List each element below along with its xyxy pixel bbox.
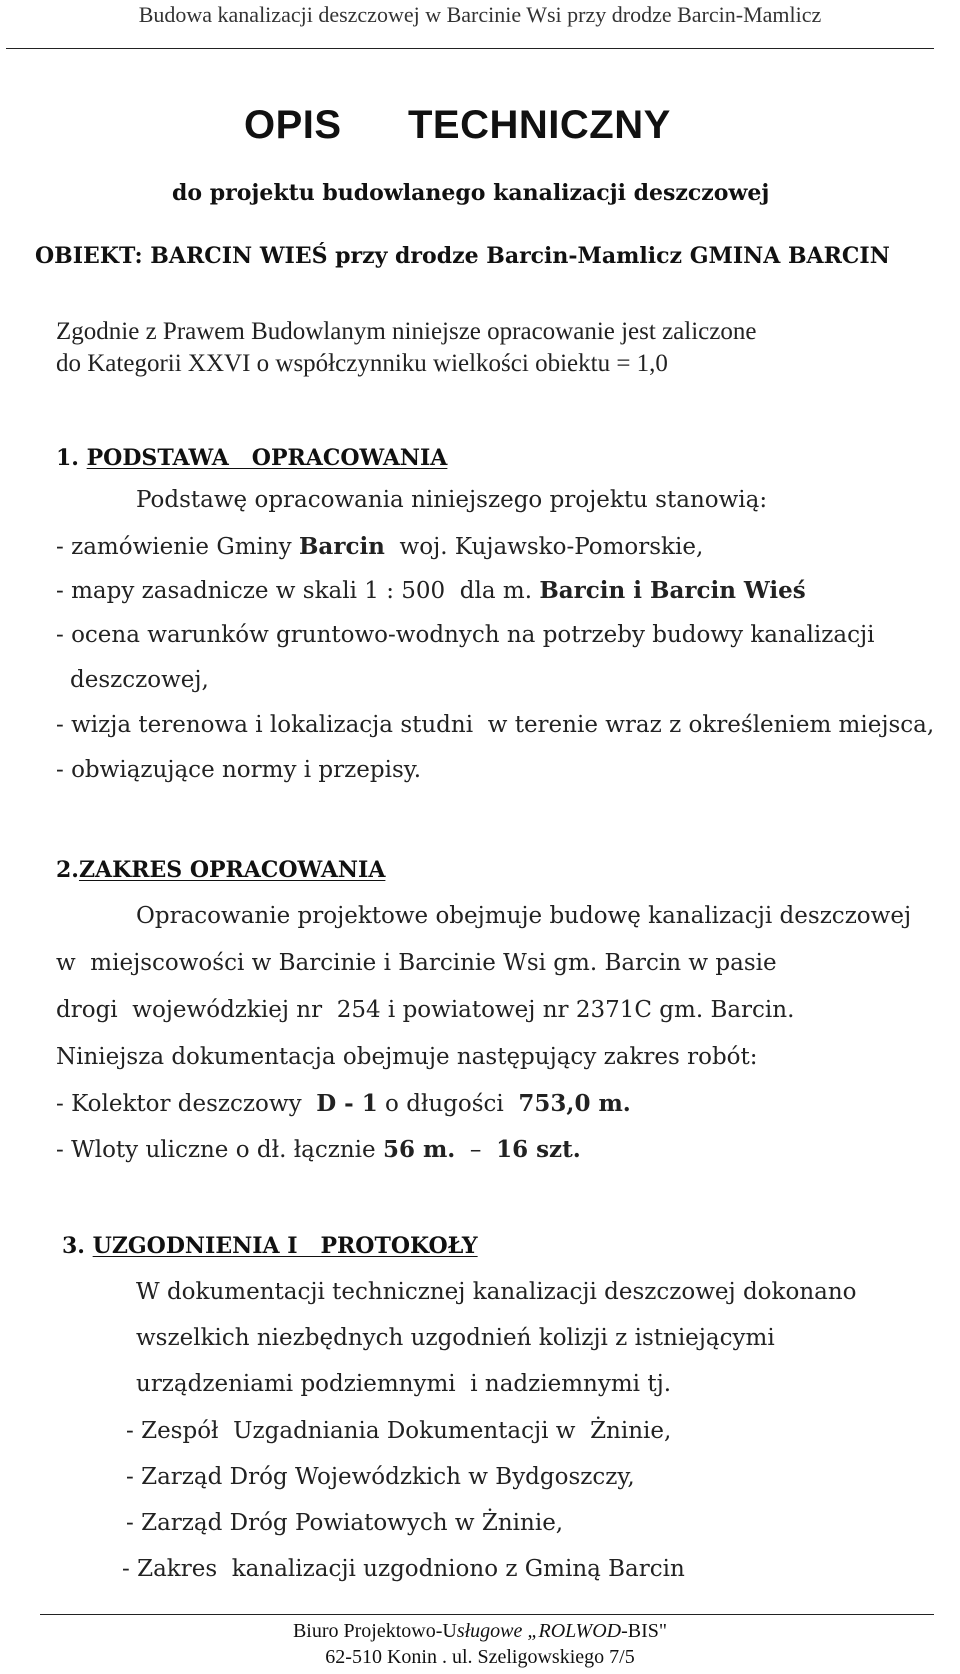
item-bold-text: 16 szt. — [496, 1136, 581, 1163]
intro-line-2: do Kategorii XXVI o współczynniku wielkości obiektu = 1,0 — [56, 350, 668, 377]
section-1-item-2 — [56, 577, 806, 604]
footer-text: -BIS" — [621, 1620, 668, 1642]
title-word-techniczny: TECHNICZNY — [408, 103, 671, 147]
section-2-item-2 — [56, 1136, 581, 1163]
section-1-heading — [56, 445, 447, 471]
item-text: - mapy zasadnicze w skali 1 : 500 dla m. — [56, 578, 540, 604]
section-1-item-3-continued: deszczowej, — [70, 667, 209, 693]
object-line: OBIEKT: BARCIN WIEŚ przy drodze Barcin-Mamlicz GMINA BARCIN — [35, 243, 890, 269]
footer-rule — [40, 1614, 934, 1615]
section-3-heading — [62, 1233, 478, 1259]
title-word-opis: OPIS — [244, 103, 342, 147]
section-3-paragraph-3: urządzeniami podziemnymi i nadziemnymi tj. — [136, 1371, 672, 1397]
section-1-item-3: - ocena warunków gruntowo-wodnych na potrzeby budowy kanalizacji — [56, 622, 875, 648]
section-2-paragraph-3: drogi wojewódzkiej nr 254 i powiatowej nr 2371C gm. Barcin. — [56, 997, 795, 1023]
section-1-item-4: - wizja terenowa i lokalizacja studni w terenie wraz z określeniem miejsca, — [56, 712, 935, 738]
section-2-item-1 — [56, 1090, 631, 1117]
item-text: o długości — [377, 1091, 519, 1117]
running-header: Budowa kanalizacji deszczowej w Barcinie Wsi przy drodze Barcin-Mamlicz — [138, 2, 822, 27]
section-3-item-3: - Zarząd Dróg Powiatowych w Żninie, — [126, 1510, 564, 1536]
section-3-item-1: - Zespół Uzgadniania Dokumentacji w Żninie, — [126, 1418, 672, 1444]
item-text: – — [455, 1137, 497, 1163]
section-2-heading — [56, 857, 385, 883]
item-bold-text: Barcin i Barcin Wieś — [539, 577, 806, 604]
item-bold-text: 56 m. — [382, 1136, 456, 1163]
section-3-paragraph-1: W dokumentacji technicznej kanalizacji deszczowej dokonano — [136, 1279, 857, 1305]
item-bold-text: Barcin — [298, 533, 385, 560]
footer-company — [0, 1620, 960, 1643]
section-2-title: ZAKRES OPRACOWANIA — [78, 857, 386, 883]
section-3-item-4: - Zakres kanalizacji uzgodniono z Gminą Barcin — [122, 1556, 685, 1582]
section-1-title: PODSTAWA OPRACOWANIA — [86, 445, 448, 471]
section-2-number: 2. — [56, 857, 79, 883]
header-rule — [6, 48, 934, 49]
item-text: - Kolektor deszczowy — [56, 1091, 317, 1117]
footer-italic-text: sługowe „ROLWOD — [456, 1620, 622, 1642]
document-subtitle: do projektu budowlanego kanalizacji deszczowej — [172, 180, 770, 206]
section-2-paragraph-1: Opracowanie projektowe obejmuje budowę kanalizacji deszczowej — [136, 903, 912, 929]
footer-address: 62-510 Konin . ul. Szeligowskiego 7/5 — [325, 1646, 635, 1668]
section-1-number: 1. — [56, 445, 79, 471]
section-2-paragraph-2: w miejscowości w Barcinie i Barcinie Wsi gm. Barcin w pasie — [56, 950, 777, 976]
section-1-item-5: - obwiązujące normy i przepisy. — [56, 757, 422, 783]
item-text: - Wloty uliczne o dł. łącznie — [56, 1137, 383, 1163]
section-1-item-1 — [56, 533, 703, 560]
footer-text: Biuro Projektowo-U — [292, 1620, 457, 1642]
section-3-title: UZGODNIENIA I PROTOKOŁY — [92, 1233, 478, 1259]
intro-line-1: Zgodnie z Prawem Budowlanym niniejsze opracowanie jest zaliczone — [56, 318, 757, 345]
section-3-number: 3. — [62, 1233, 85, 1259]
item-text: - zamówienie Gminy — [56, 534, 299, 560]
item-text: woj. Kujawsko-Pomorskie, — [384, 534, 704, 560]
section-3-paragraph-2: wszelkich niezbędnych uzgodnień kolizji z istniejącymi — [136, 1325, 775, 1351]
section-3-item-2: - Zarząd Dróg Wojewódzkich w Bydgoszczy, — [126, 1464, 635, 1490]
item-bold-text: D - 1 — [316, 1090, 378, 1117]
section-2-paragraph-4: Niniejsza dokumentacja obejmuje następujący zakres robót: — [56, 1044, 758, 1070]
item-bold-text: 753,0 m. — [518, 1090, 631, 1117]
section-1-lead: Podstawę opracowania niniejszego projektu stanowią: — [136, 487, 768, 513]
